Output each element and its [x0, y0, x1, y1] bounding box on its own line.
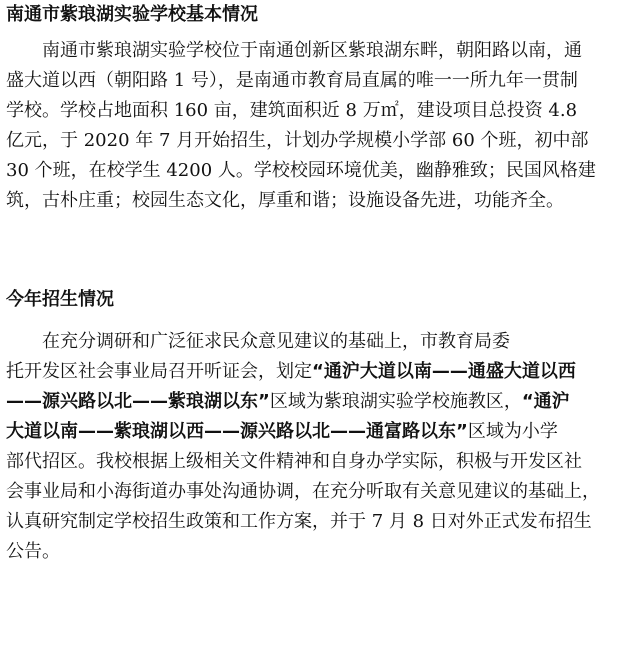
paragraph-line: 筑，古朴庄重；校园生态文化，厚重和谐；设施设备先进，功能齐全。 [6, 190, 564, 211]
paragraph-line [6, 357, 627, 387]
bold-text-run: “通沪大道以南——通盛大道以西 [312, 361, 576, 382]
paragraph-line: 盛大道以西（朝阳路 1 号），是南通市教育局直属的唯一一所九年一贯制 [6, 70, 578, 91]
paragraph-line: 会事业局和小海街道办事处沟通协调，在充分听取有关意见建议的基础上， [6, 481, 600, 502]
bold-text-run: “通沪 [521, 391, 570, 412]
paragraph-line: 公告。 [6, 541, 60, 562]
paragraph-line: 在充分调研和广泛征求民众意见建议的基础上，市教育局委 [42, 331, 510, 352]
paragraph-line [6, 387, 627, 417]
bold-text-run: ——源兴路以北——紫琅湖以东” [6, 391, 270, 412]
paragraph-line: 亿元，于 2020 年 7 月开始招生，计划办学规模小学部 60 个班，初中部 [6, 130, 589, 151]
paragraph-line: 30 个班，在校学生 4200 人。学校校园环境优美，幽静雅致；民国风格建 [6, 160, 596, 181]
paragraph-line: 南通市紫琅湖实验学校位于南通创新区紫琅湖东畔，朝阳路以南，通 [42, 40, 582, 61]
paragraph-basic-info [6, 36, 627, 216]
paragraph-enrollment [6, 327, 627, 567]
paragraph-line: 认真研究制定学校招生政策和工作方案，并于 7 月 8 日对外正式发布招生 [6, 511, 592, 532]
text-run: 区域为紫琅湖实验学校施教区， [269, 391, 522, 412]
text-run: 托开发区社会事业局召开听证会，划定 [6, 361, 312, 382]
bold-text-run: 大道以南——紫琅湖以西——源兴路以北——通富路以东” [6, 421, 468, 442]
paragraph-line: 部代招区。我校根据上级相关文件精神和自身办学实际，积极与开发区社 [6, 451, 582, 472]
section-heading-enrollment: 今年招生情况 [6, 289, 114, 310]
section-heading-basic-info: 南通市紫琅湖实验学校基本情况 [6, 4, 258, 25]
text-run: 区域为小学 [467, 421, 558, 442]
paragraph-line: 学校。学校占地面积 160 亩，建筑面积近 8 万㎡，建设项目总投资 4.8 [6, 100, 578, 121]
paragraph-line [6, 417, 627, 447]
